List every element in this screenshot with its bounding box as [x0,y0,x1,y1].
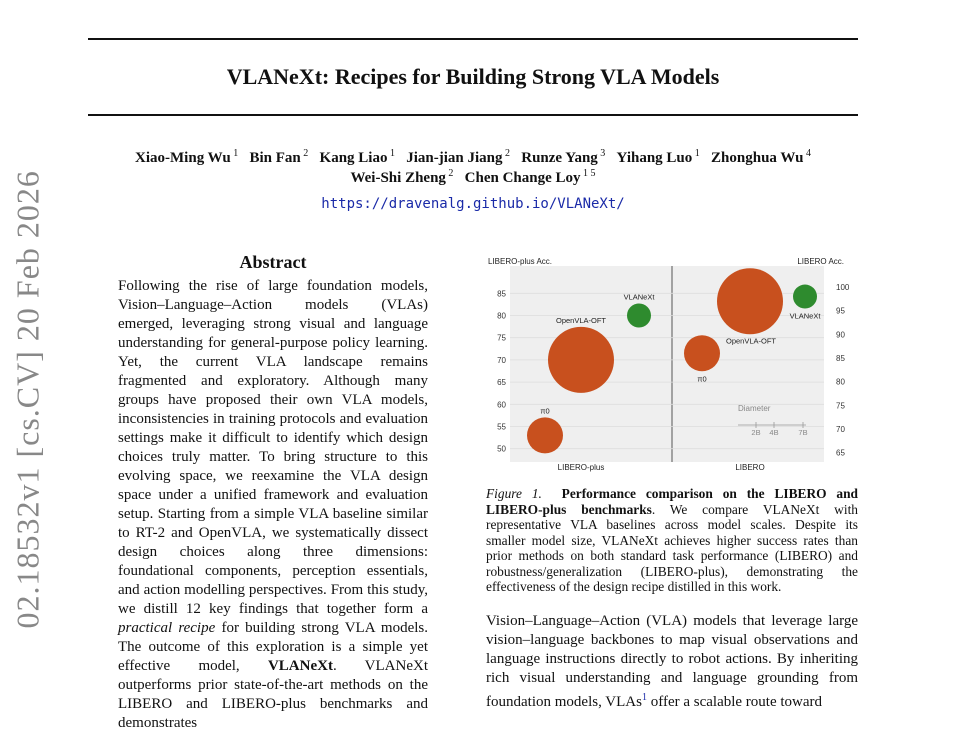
bubble-label: π0 [540,406,550,416]
author-list-line2 [88,168,858,187]
y-tick-label-right: 90 [836,330,845,340]
y-tick-label-right: 95 [836,306,845,316]
abstract-text-part2: for building strong VLA models. The outcome of this exploration is a simple yet effective model, [118,620,428,674]
author-name: Runze Yang [521,150,598,166]
y-tick-label-left: 80 [497,311,506,321]
bubble-left-0 [527,417,563,453]
author-name: Chen Change Loy [464,170,581,186]
author-name: Kang Liao [319,150,388,166]
intro-paragraph [486,612,858,712]
footnote-ref-1[interactable]: 1 [641,692,647,703]
size-legend-title: Diameter [738,404,771,413]
bubble-left-vlanext [627,304,651,328]
abstract-body [118,277,428,733]
author-name: Wei-Shi Zheng [350,170,446,186]
y-tick-label-left: 55 [497,422,506,432]
x-panel-label-libero-plus: LIBERO-plus [557,463,605,472]
y-tick-label-left: 60 [497,400,506,410]
bubble-right-vlanext [793,285,817,309]
author-affiliation: 2 [445,168,454,179]
author-affiliation: 1 [692,148,700,159]
top-rule [88,38,858,40]
y-tick-label-right: 80 [836,377,845,387]
size-legend-label: 2B [751,428,761,437]
y-tick-label-right: 75 [836,401,845,411]
abstract-text-part3: . VLANeXt outperforms prior state-of-the-art methods on the LIBERO and LIBERO-plus benchmarks and demonstrates [118,658,429,731]
figure-1-chart [486,254,858,474]
author-affiliation: 2 [502,148,510,159]
y-tick-label-left: 75 [497,333,506,343]
title-bottom-rule [88,114,858,116]
bubble-left-openvlaoft [548,327,614,393]
author-name: Zhonghua Wu [711,150,804,166]
author-name: Xiao-Ming Wu [135,150,231,166]
size-legend-label: 4B [769,428,779,437]
author-name: Yihang Luo [616,150,693,166]
y-axis-label-left: LIBERO-plus Acc. [488,257,553,266]
abstract-italic-phrase: practical recipe [118,620,216,636]
y-tick-label-right: 85 [836,354,845,363]
bubble-label: π0 [697,374,707,384]
y-tick-label-left: 85 [497,289,506,299]
abstract-heading: Abstract [239,252,307,272]
abstract-model-name: VLANeXt [267,658,333,674]
figure-label: Figure 1. [486,486,542,501]
figure-caption [486,486,858,595]
y-tick-label-right: 65 [836,448,845,458]
bubble-label: OpenVLA-OFT [555,315,607,325]
figure-caption-title: Performance comparison on the LIBERO and LIBERO-plus benchmarks [486,486,859,517]
y-tick-label-right: 70 [836,424,845,434]
bubble-label: VLANeXt [789,311,821,321]
intro-text-part2: offer a scalable route toward [646,694,823,710]
author-name: Bin Fan [249,150,301,166]
paper-title: VLANeXt: Recipes for Building Strong VLA Models [226,64,720,89]
bubble-right-openvlaoft [717,268,783,334]
y-tick-label-left: 70 [497,355,506,365]
project-url-link[interactable]: https://dravenalg.github.io/VLANeXt/ [321,196,625,212]
abstract-text-part1: Following the rise of large foundation models, Vision–Language–Action models (VLAs) emerged, leveraging strong visual and language understanding for general-purpose policy learning. Yet, the current VLA landscape remains fragmented and exploratory. Although many groups have proposed their own VLA models, inconsistencies in training protocols and evaluation settings make it difficult to identify which design choices truly matter. To bring structure to this evolving space, we reexamine the VLA design space under a unified framework and evaluation setup. Starting from a simple VLA baseline similar to RT-2 and OpenVLA, we systematically dissect design choices along three dimensions: foundational components, perception essentials, and action modelling perspectives. From this study, we distill 12 key findings that together form a [118,278,428,617]
bubble-label: OpenVLA-OFT [726,336,777,346]
bubble-right-0 [684,335,720,371]
author-affiliation: 1 [387,148,395,159]
y-tick-label-right: 100 [836,283,850,293]
bubble-label: VLANeXt [623,292,655,302]
author-list-line1 [88,148,858,167]
intro-text-part1: Vision–Language–Action (VLA) models that leverage large vision–language backbones to map visual observations and language instructions directly to robot actions. By inheriting rich visual understanding and language grounding from foundation models, VLAs [486,613,858,710]
y-axis-label-right: LIBERO Acc. [797,257,844,266]
figure-caption-text: . We compare VLANeXt with representative VLA baselines across model scales. Despite its smaller model size, VLANeXt achieves higher success rates than prior methods on both standard task performance (LIBERO) and robustness/generalization (LIBERO-plus), demonstrating the effectiveness of the design recipe distilled in this work. [486,501,858,594]
size-legend-label: 7B [798,428,808,437]
x-panel-label-libero: LIBERO [735,463,765,472]
arxiv-identifier-stamp: 02.18532v1 [cs.CV] 20 Feb 2026 [9,170,46,629]
author-name: Jian-jian Jiang [406,150,503,166]
author-affiliation: 2 [300,148,309,159]
author-affiliation: 1 [230,148,239,159]
author-affiliation: 1 5 [580,168,596,179]
y-tick-label-left: 65 [497,378,506,388]
author-affiliation: 3 [597,148,606,159]
y-tick-label-left: 50 [497,444,506,454]
author-affiliation: 4 [803,148,811,159]
